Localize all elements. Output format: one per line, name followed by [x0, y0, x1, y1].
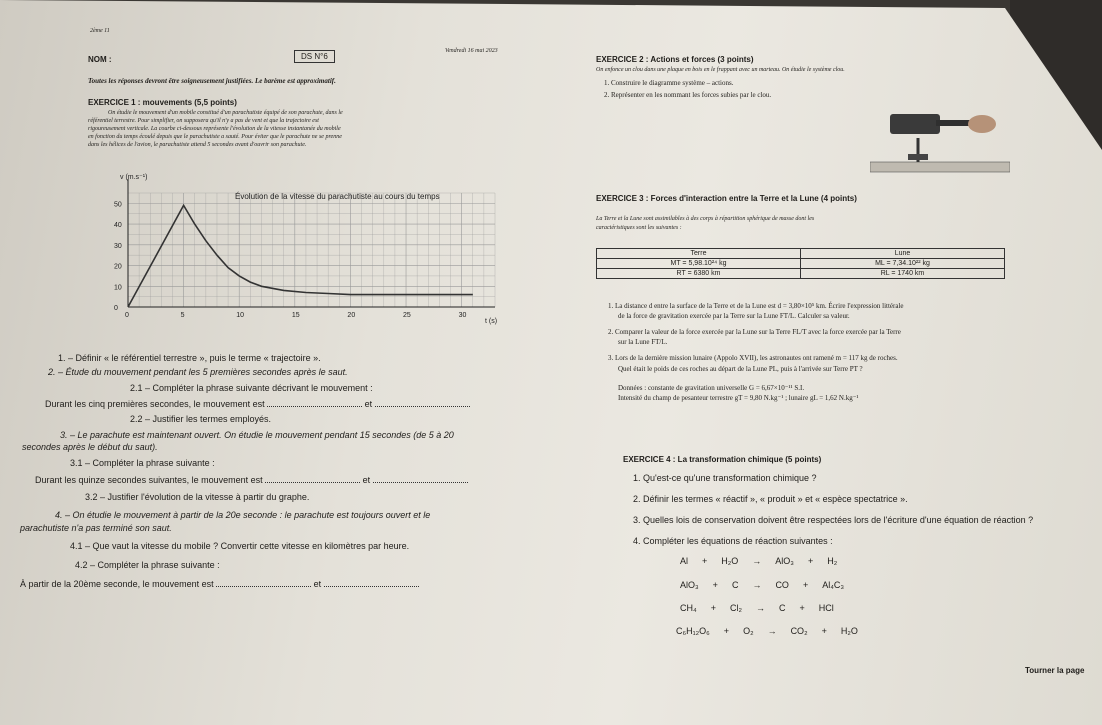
ex1-q31-sentence [35, 475, 468, 485]
table-cell: RT = 6380 km [597, 269, 801, 279]
x-tick-label: 20 [347, 312, 356, 319]
chem-term: CO [775, 580, 789, 590]
ex1-q41: 4.1 – Que vaut la vitesse du mobile ? Convertir cette vitesse en kilomètres par heure. [70, 541, 410, 551]
ex1-intro-line: dans les hélices de l'avion, le parachutiste attend 5 secondes avant d'ouvrir son parachute. [88, 142, 307, 148]
ex3-q1-line: de la force de gravitation exercée par la Terre sur la Lune FT/L. Calculer sa valeur. [618, 312, 850, 320]
table-row [597, 259, 1005, 269]
ex2-q2: 2. Représenter en les nommant les forces subies par le clou. [604, 91, 772, 99]
chem-term: AlO₃ [680, 580, 699, 590]
velocity-curve [128, 205, 473, 307]
x-tick-label: 10 [236, 312, 245, 319]
table-header: Lune [801, 249, 1005, 259]
nail-head [908, 154, 928, 160]
ex2-q1: 1. Construire le diagramme système – actions. [604, 79, 734, 87]
ex4-title: EXERCICE 4 : La transformation chimique (5 points) [623, 455, 822, 464]
ex3-q3-line: Quel était le poids de ces roches au départ de la Lune PL, puis à l'arrivée sur Terre PT ? [618, 365, 863, 373]
et-word: et [313, 579, 322, 589]
ex1-q3-line: 3. – Le parachute est maintenant ouvert. On étudie le mouvement pendant 15 secondes (de 5 à 20 [60, 430, 454, 440]
ex1-intro-line: On étudie le mouvement d'un mobile constitué d'un parachutiste équipé de son parachute, dans le [108, 110, 343, 116]
ex3-intro-line: caractéristiques sont les suivantes : [596, 225, 682, 231]
equation-3 [680, 603, 848, 613]
answer-blank[interactable] [373, 482, 468, 483]
answer-blank[interactable] [324, 586, 419, 587]
ex1-intro-line: en fonction du temps écoulé depuis que le parachutiste a sauté. Pour éviter que le parachute ne se prenne [88, 134, 342, 140]
name-label: NOM : [88, 55, 112, 64]
ex3-q2-line: 2. Comparer la valeur de la force exercée par la Lune sur la Terre FL/T avec la force exercée par la Terre [608, 328, 901, 336]
y-tick-label: 50 [114, 201, 122, 209]
ex1-q31: 3.1 – Compléter la phrase suivante : [70, 458, 215, 468]
ex1-q2: 2. – Étude du mouvement pendant les 5 premières secondes après le saut. [48, 367, 348, 377]
chem-term: Al [680, 556, 689, 566]
x-tick-label: 30 [458, 312, 467, 319]
ex3-q1-line: 1. La distance d entre la surface de la Terre et de la Lune est d = 3,80×10⁵ km. Écrire l'expression littérale [608, 302, 904, 310]
chem-term: + [702, 556, 708, 566]
ex4-q3: 3. Quelles lois de conservation doivent être respectées lors de l'écriture d'une équation de réaction ? [633, 515, 1034, 525]
ex4-q1: 1. Qu'est-ce qu'une transformation chimique ? [633, 473, 817, 483]
answer-blank[interactable] [216, 586, 311, 587]
chem-term: AlO₃ [775, 556, 794, 566]
chem-term: O₂ [743, 626, 754, 636]
wood-plank [870, 162, 1010, 172]
chem-term: + [821, 626, 827, 636]
chem-term: → [767, 626, 777, 636]
chem-term: + [799, 603, 805, 613]
ex1-intro-line: référentiel terrestre. Pour simplifier, on supposera qu'il n'y a pas de vent et que la trajectoire est [88, 118, 319, 124]
chem-term: CH₄ [680, 603, 697, 613]
equation-2 [680, 580, 858, 590]
chem-term: Al₄C₃ [822, 580, 845, 590]
x-tick-label: 5 [180, 312, 185, 319]
equation-1 [680, 556, 851, 566]
ex1-q1: 1. – Définir « le référentiel terrestre », puis le terme « trajectoire ». [58, 353, 321, 363]
earth-moon-table [596, 248, 1005, 279]
chem-term: + [723, 626, 730, 636]
ex1-intro-line: rigoureusement verticale. La courbe ci-dessous représente l'évolution de la vitesse instantanée du mobile [88, 126, 341, 132]
ex3-title: EXERCICE 3 : Forces d'interaction entre la Terre et la Lune (4 points) [596, 194, 857, 203]
ex1-q4-line: 4. – On étudie le mouvement à partir de la 20e seconde : le parachute est toujours ouvert et le [55, 510, 431, 520]
instructions: Toutes les réponses devront être soigneusement justifiées. Le barème est approximatif. [88, 77, 336, 85]
table-row [597, 269, 1005, 279]
chart-grid [128, 193, 495, 307]
ex1-q42: 4.2 – Compléter la phrase suivante : [75, 560, 220, 570]
ex3-intro-line: La Terre et la Lune sont assimilables à des corps à répartition sphérique de masse dont les [596, 216, 815, 222]
ex1-q4-line: parachutiste n'a pas terminé son saut. [20, 523, 172, 533]
chart-ylabel: v (m.s⁻¹) [120, 174, 148, 181]
ex1-q32: 3.2 – Justifier l'évolution de la vitesse à partir du graphe. [85, 492, 310, 502]
y-tick-label: 40 [114, 222, 122, 230]
chart-title: Évolution de la vitesse du parachutiste au cours du temps [235, 192, 440, 201]
y-tick-label: 30 [114, 242, 122, 250]
chem-term: → [752, 556, 762, 566]
ex1-q42-sentence [20, 579, 419, 589]
table-cell: ML = 7,34.10²² kg [801, 259, 1005, 269]
ex1-q3-line: secondes après le début du saut). [22, 442, 158, 452]
et-word: et [364, 399, 373, 409]
chem-term: H₂O [840, 626, 858, 636]
chem-term: C₆H₁₂O₆ [676, 626, 710, 636]
answer-blank[interactable] [265, 482, 360, 483]
ex3-q3-line: 3. Lors de la dernière mission lunaire (Appolo XVII), les astronautes ont ramené m = 117 kg de roches. [608, 354, 898, 362]
chem-term: → [752, 580, 762, 590]
chem-term: HCl [818, 603, 834, 613]
ex3-data-line: Données : constante de gravitation universelle G = 6,67×10⁻¹¹ S.I. [618, 384, 805, 392]
x-tick-label: 25 [403, 312, 411, 319]
x-tick-label: 0 [125, 312, 129, 319]
x-tick-label: 15 [291, 312, 300, 319]
chart-ticks [114, 201, 467, 319]
chem-term: C [778, 603, 786, 613]
chem-term: + [807, 556, 814, 566]
y-tick-label: 0 [114, 305, 118, 312]
chem-term: C [731, 580, 739, 590]
chem-term: + [710, 603, 716, 613]
answer-blank[interactable] [375, 406, 470, 407]
exam-date: Vendredi 16 mai 2023 [445, 48, 498, 54]
chem-term: → [755, 603, 765, 613]
table-row [597, 249, 1005, 259]
hand-icon [968, 115, 996, 133]
hammer-nail-illustration [870, 100, 1010, 180]
chem-term: H₂ [827, 556, 838, 566]
q21-sentence-text: Durant les cinq premières secondes, le mouvement est [45, 399, 265, 409]
velocity-chart [100, 165, 510, 325]
y-tick-label: 20 [114, 263, 122, 271]
chem-term: + [712, 580, 718, 590]
ds-number: DS N°6 [294, 50, 335, 63]
q31-sentence-text: Durant les quinze secondes suivantes, le mouvement est [35, 475, 263, 485]
chem-term: Cl₂ [729, 603, 742, 613]
table-cell: RL = 1740 km [801, 269, 1005, 279]
chem-term: H₂O [721, 556, 739, 566]
equation-4 [676, 626, 872, 636]
table-header: Terre [597, 249, 801, 259]
chem-term: + [802, 580, 809, 590]
ex1-q22: 2.2 – Justifier les termes employés. [130, 414, 272, 424]
ex1-q21-sentence [45, 399, 470, 409]
q42-sentence-text: À partir de la 20ème seconde, le mouvement est [20, 579, 214, 589]
ex3-data-line: Intensité du champ de pesanteur terrestre gT = 9,80 N.kg⁻¹ ; lunaire gL = 1,62 N.kg⁻¹ [618, 394, 859, 402]
ex2-title: EXERCICE 2 : Actions et forces (3 points) [596, 55, 754, 64]
ex4-q2: 2. Définir les termes « réactif », « produit » et « espèce spectatrice ». [633, 494, 908, 504]
answer-blank[interactable] [267, 406, 362, 407]
chem-term: CO₂ [790, 626, 808, 636]
turn-page-note: Tourner la page [1025, 666, 1085, 675]
chart-xlabel: t (s) [485, 318, 498, 325]
table-cell: MT = 5,98.10²⁴ kg [597, 259, 801, 269]
ex2-intro: On enfonce un clou dans une plaque en bois en le frappant avec un marteau. On étudie le système clou. [596, 67, 845, 73]
ex3-q2-line: sur la Lune FT/L. [618, 338, 668, 346]
et-word: et [362, 475, 371, 485]
hammer-head-icon [890, 114, 940, 134]
y-tick-label: 10 [114, 284, 122, 292]
ex1-q21: 2.1 – Compléter la phrase suivante décrivant le mouvement : [130, 383, 373, 393]
ex1-title: EXERCICE 1 : mouvements (5,5 points) [88, 98, 237, 107]
ex4-q4: 4. Compléter les équations de réaction suivantes : [633, 536, 833, 546]
top-mark: 2ème 11 [90, 28, 110, 34]
